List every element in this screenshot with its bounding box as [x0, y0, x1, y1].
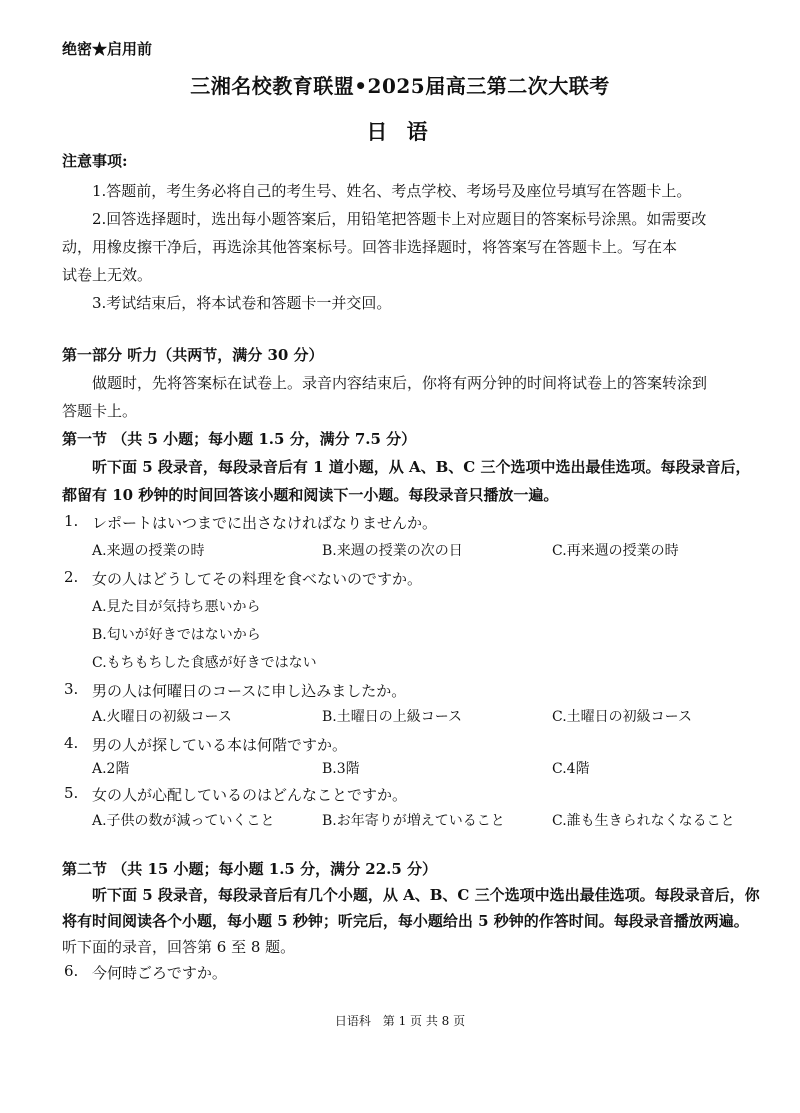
part1-intro-line-1: 做题时，先将答案标在试卷上。录音内容结束后，你将有两分钟的时间将试卷上的答案转涂到 [92, 374, 708, 392]
question-number: 2. [64, 568, 79, 586]
section2-instruction-line-2: 将有时间阅读各个小题，每小题 5 秒钟；听完后，每小题给出 5 秒钟的作答时间。每段录音播放两遍。 [62, 912, 749, 930]
option-c: C.誰も生きられなくなること [552, 813, 735, 829]
section1-heading: 第一节 （共 5 小题；每小题 1.5 分，满分 7.5 分） [62, 430, 417, 448]
option-b: B.土曜日の上級コース [322, 709, 463, 725]
option-c: C.もちもちした食感が好きではない [92, 655, 317, 671]
option-a: A.子供の数が減っていくこと [92, 813, 275, 829]
section1-instruction-line-1: 听下面 5 段录音，每段录音后有 1 道小题，从 A、B、C 三个选项中选出最佳选项。每段录音后， [92, 458, 751, 476]
option-a: A.火曜日の初級コース [92, 709, 232, 725]
question-text: 男の人が探している本は何階ですか。 [92, 736, 348, 754]
option-a: A.2階 [92, 761, 130, 777]
question-text: 女の人が心配しているのはどんなことですか。 [92, 786, 408, 804]
exam-title: 三湘名校教育联盟•2025届高三第二次大联考 [190, 74, 610, 98]
notes-heading: 注意事项: [62, 152, 128, 170]
question-number: 3. [64, 680, 79, 698]
page-footer [0, 1012, 800, 1029]
section2-heading: 第二节 （共 15 小题；每小题 1.5 分，满分 22.5 分） [62, 860, 438, 878]
note-2-line-2: 动，用橡皮擦干净后，再选涂其他答案标号。回答非选择题时，将答案写在答题卡上。写在本 [62, 238, 678, 256]
note-1: 1.答题前，考生务必将自己的考生号、姓名、考点学校、考场号及座位号填写在答题卡上。 [92, 182, 692, 200]
question-text: レポートはいつまでに出さなければなりませんか。 [92, 514, 438, 532]
note-2-line-1: 2.回答选择题时，选出每小题答案后，用铅笔把答题卡上对应题目的答案标号涂黑。如需要改 [92, 210, 707, 228]
option-c: C.4階 [552, 761, 590, 777]
question-text: 女の人はどうしてその料理を食べないのですか。 [92, 570, 423, 588]
question-number: 6. [64, 962, 79, 980]
section1-instruction-line-2: 都留有 10 秒钟的时间回答该小题和阅读下一小题。每段录音只播放一遍。 [62, 486, 559, 504]
part1-heading: 第一部分 听力（共两节，满分 30 分） [62, 346, 324, 364]
section2-instruction-line-1: 听下面 5 段录音，每段录音后有几个小题，从 A、B、C 三个选项中选出最佳选项。每段录音后，你 [92, 886, 760, 904]
option-c: C.再来週の授業の時 [552, 543, 679, 559]
question-number: 5. [64, 784, 79, 802]
option-b: B.匂いが好きではないから [92, 627, 261, 643]
part1-intro-line-2: 答题卡上。 [62, 402, 138, 420]
subject-title: 日 语 [366, 119, 434, 144]
note-3: 3.考试结束后，将本试卷和答题卡一并交回。 [92, 294, 392, 312]
question-text: 男の人は何曜日のコースに申し込みましたか。 [92, 682, 407, 700]
question-number: 1. [64, 512, 79, 530]
option-a: A.来週の授業の時 [92, 543, 205, 559]
option-b: B.来週の授業の次の日 [322, 543, 463, 559]
option-b: B.お年寄りが増えていること [322, 813, 505, 829]
footer-page-number: 第 1 页 共 8 页 [382, 1014, 466, 1028]
note-2-line-3: 试卷上无效。 [62, 266, 153, 284]
section2-instruction-line-3: 听下面的录音，回答第 6 至 8 题。 [62, 938, 296, 956]
question-number: 4. [64, 734, 79, 752]
secret-label: 绝密★启用前 [62, 40, 153, 58]
footer-subject: 日语科 [334, 1014, 371, 1028]
option-c: C.土曜日の初級コース [552, 709, 692, 725]
option-b: B.3階 [322, 761, 360, 777]
option-a: A.見た目が気持ち悪いから [92, 599, 261, 615]
question-text: 今何時ごろですか。 [92, 964, 227, 982]
